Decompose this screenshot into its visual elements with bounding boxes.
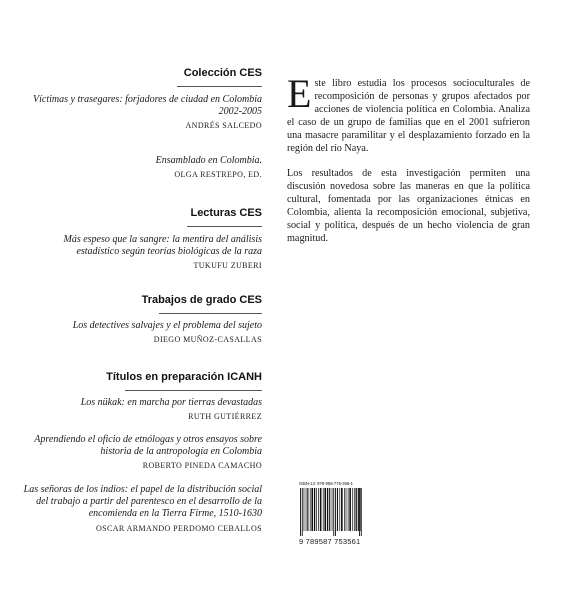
book-author: DIEGO MUÑOZ-CASALLAS [153, 335, 262, 345]
book-author: RUTH GUTIÉRREZ [188, 412, 262, 422]
book-title: Ensamblado en Colombia. [155, 155, 262, 166]
barcode-bar [339, 488, 340, 531]
barcode-bar [304, 488, 305, 531]
barcode-bar [346, 488, 347, 531]
barcode-bar [361, 488, 362, 536]
list-item [22, 94, 262, 131]
barcode-bar [341, 488, 343, 531]
section-rule [187, 226, 262, 227]
book-author: OLGA RESTREPO, ED. [174, 170, 262, 180]
barcode-bar [358, 488, 359, 531]
barcode-bar [300, 488, 301, 536]
barcode-bar [324, 488, 326, 531]
barcode-bar [335, 488, 336, 536]
barcode-bar [349, 488, 351, 531]
book-author: ROBERTO PINEDA CAMACHO [142, 461, 262, 471]
section-title-lecturas: Lecturas CES [190, 207, 262, 219]
barcode-bar [352, 488, 353, 531]
barcode-bar [314, 488, 315, 531]
section-rule [177, 86, 262, 87]
barcode-bar [310, 488, 311, 531]
book-author: TUKUFU ZUBERI [193, 261, 262, 271]
barcode-bar [348, 488, 349, 531]
barcode-bar [354, 488, 355, 531]
book-author: ANDRÉS SALCEDO [185, 121, 262, 131]
book-title: Víctimas y trasegares: forjadores de ciudad en Colombia 2002-2005 [33, 94, 262, 118]
list-item [22, 484, 262, 534]
barcode-bar [359, 488, 360, 536]
isbn-barcode [299, 481, 363, 546]
book-author: OSCAR ARMANDO PERDOMO CEBALLOS [95, 523, 262, 533]
list-item [22, 397, 262, 422]
barcode-bar [327, 488, 328, 531]
section-rule [159, 313, 262, 314]
back-cover-blurb [287, 71, 530, 245]
barcode-bar [302, 488, 303, 536]
list-item [22, 234, 262, 271]
barcode-bars [299, 488, 363, 536]
barcode-bar [344, 488, 345, 531]
barcode-bar [316, 488, 317, 531]
book-title: Más espeso que la sangre: la mentira del análisis estadístico según teorías biológicas de la raza [63, 234, 262, 258]
series-list [0, 0, 262, 602]
book-title: Aprendiendo el oficio de etnólogas y otros ensayos sobre historia de la antropología en Colombia [34, 434, 262, 458]
list-item [22, 320, 262, 345]
blurb-paragraph-2: Los resultados de esta investigación permiten una discusión novedosa sobre las maneras en que la política cultural, fomentada por las organizaciones étnicas en Colombia, alienta la recomposición emocional, subjetiva, social y política, después de un hecho violencia de gran magnitud. [287, 167, 530, 245]
barcode-bar [356, 488, 357, 531]
section-rule [125, 390, 262, 391]
barcode-bar [329, 488, 330, 531]
list-item [22, 155, 262, 180]
book-title: Las señoras de los indios: el papel de la distribución social del trabajo a partir del parentesco en el desarrollo de la encomienda en la Tierra Firme, 1510-1630 [23, 484, 262, 520]
barcode-bar [337, 488, 338, 531]
barcode-bar [311, 488, 313, 531]
isbn-label: ISBN-13: 978-958-775-356-1 [299, 481, 354, 486]
list-item [22, 434, 262, 471]
barcode-bar [333, 488, 334, 536]
section-title-trabajos: Trabajos de grado CES [141, 294, 262, 306]
drop-cap: E [287, 71, 312, 116]
isbn-digits: 9 789587 753561 [299, 537, 361, 546]
barcode-bar [307, 488, 308, 531]
barcode-bar [318, 488, 319, 531]
section-title-icanh: Títulos en preparación ICANH [106, 371, 262, 383]
barcode-bar [320, 488, 322, 531]
book-title: Los nükak: en marcha por tierras devastadas [80, 397, 262, 408]
barcode-bar [306, 488, 307, 531]
barcode-bar [332, 488, 333, 531]
book-title: Los detectives salvajes y el problema del sujeto [72, 320, 262, 331]
blurb-paragraph-1 [287, 71, 530, 156]
barcode-bar [323, 488, 324, 531]
section-title-ces: Colección CES [183, 67, 262, 79]
blurb-text: ste libro estudia los procesos socioculturales de recomposición de personas y grupos afectados por acciones de violencia política en Colombia. Analiza el caso de un grupo de familias que en el 2001 sufrieron una masacre paramilitar y el desplazamiento forzado en la región del río Naya. [287, 78, 530, 155]
